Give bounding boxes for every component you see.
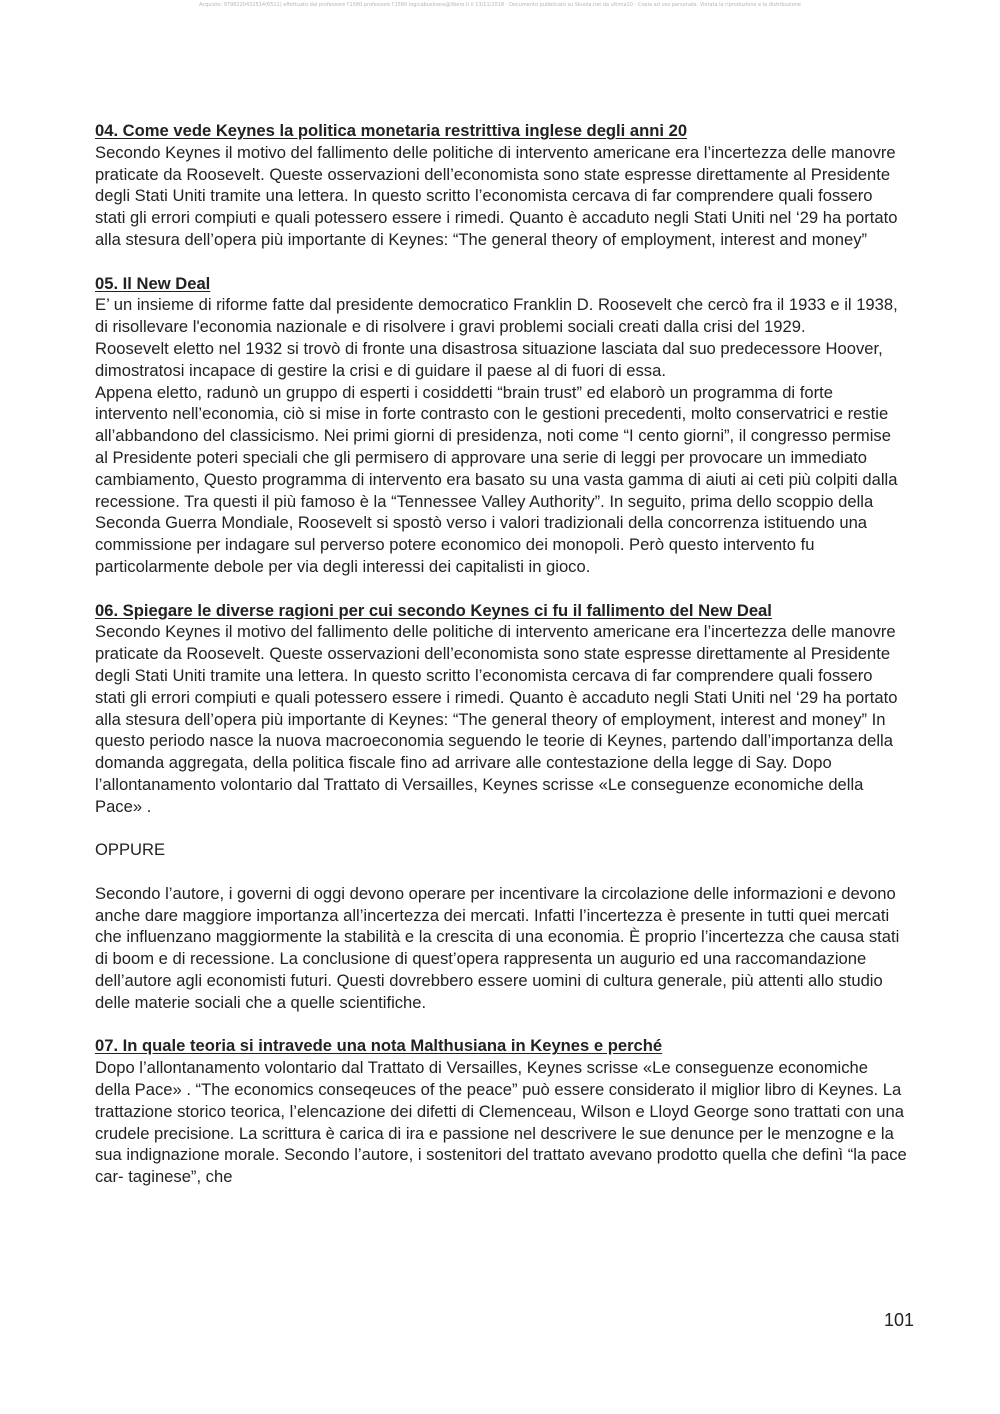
section-paragraph: Secondo Keynes il motivo del fallimento delle politiche di intervento americane era l’incertezza delle manovre praticate da Roosevelt. Queste osservazioni dell’economista sono state espresse direttamente al Presidente degli Stati Uniti tramite una lettera. In questo scritto l’economista cercava di far comprendere quali fossero stati gli errori compiuti e quali potessero essere i rimedi. Quanto è accaduto negli Stati Uniti nel ‘29 ha portato alla stesura dell’opera più importante di Keynes: “The general theory of employment, interest and money” [95, 142, 898, 249]
blank-line [95, 861, 907, 883]
oppure-label: OPPURE [95, 840, 166, 860]
section-paragraph: Dopo l’allontanamento volontario dal Trattato di Versailles, Keynes scrisse «Le conseguenze economiche della Pace» . “The economics conseqeuces of the peace” può essere considerato il miglior libro di Keynes. La trattazione storico teorica, l’elencazione dei difetti di Clemenceau, Wilson e Lloyd George sono trattati con una crudele precisione. La scrittura è carica di ira e passione nel descrivere le sue denunce per le menzogne e la sua indignazione morale. Secondo l’autore, i sostenitori del trattato avevano prodotto quella che definì “la pace car- taginese”, che [95, 1058, 907, 1187]
section-paragraph: E’ un insieme di riforme fatte dal presidente democratico Franklin D. Roosevelt che cercò fra il 1933 e il 1938, di risollevare l'economia nazionale e di risolvere i gravi problemi sociali creati dalla crisi del 1929. [95, 295, 898, 337]
section-heading: 07. In quale teoria si intravede una nota Malthusiana in Keynes e perché [95, 1036, 663, 1056]
section-paragraph: Appena eletto, radunò un gruppo di esperti i cosiddetti “brain trust” ed elaborò un programma di forte intervento nell’economia, ciò si mise in forte contrasto con le gestioni precedenti, molto conservatrici e restie all’abbandono del classicismo. Nei primi giorni di presidenza, noti come “I cento giorni”, il congresso permise al Presidente poteri speciali che gli permisero di approvare una serie di leggi per provocare un immediato cambiamento, Questo programma di intervento era basato su una vasta gamma di aiuti ai ceti più colpiti dalla recessione. Tra questi il più famoso è la “Tennessee Valley Authority”. In seguito, prima dello scoppio della Seconda Guerra Mondiale, Roosevelt si spostò verso i valori tradizionali della concorrenza istituendo una commissione per indagare sul perverso potere economico dei monopoli. Però questo intervento fu particolarmente debole per via degli interessi dei capitalisti in gioco. [95, 382, 898, 576]
watermark-text: Acquisto: 9798220432514(6511) effettuato dal professore l'1580 professore l'1580 logicabusiness@libero.it il 13/11/2018 - Documento pubblicato su Skuola.net da ultima10 - Copia ad uso personale. Vietata la riproduzione e la distribuzione [199, 2, 801, 8]
section-04 [95, 120, 907, 251]
section-paragraph: Secondo l’autore, i governi di oggi devono operare per incentivare la circolazione delle informazioni e devono anche dare maggiore importanza all’incertezza dei mercati. Infatti l’incertezza è presente in tutti quei mercati che influenzano maggiormente la stabilità e la crescita di una economia. È proprio l’incertezza che causa stati di boom e di recessione. La conclusione di quest’opera rappresenta un augurio ed una raccomandazione dell’autore agli economisti futuri. Questi dovrebbero essere uomini di cultura generale, più attenti allo studio delle materie sociali che a quelle scientifiche. [95, 883, 900, 1012]
blank-line [95, 818, 907, 840]
section-heading: 05. Il New Deal [95, 273, 211, 293]
section-07 [95, 1035, 907, 1188]
section-paragraph: Roosevelt eletto nel 1932 si trovò di fronte una disastrosa situazione lasciata dal suo predecessore Hoover, dimostratosi incapace di gestire la crisi e di guidare il paese al di fuori di essa. [95, 338, 883, 380]
section-heading: 06. Spiegare le diverse ragioni per cui secondo Keynes ci fu il fallimento del New Deal [95, 600, 772, 620]
page-body [95, 120, 907, 1210]
section-05 [95, 273, 907, 578]
section-06 [95, 600, 907, 1014]
section-paragraph: Secondo Keynes il motivo del fallimento delle politiche di intervento americane era l’incertezza delle manovre praticate da Roosevelt. Queste osservazioni dell’economista sono state espresse direttamente al Presidente degli Stati Uniti tramite una lettera. In questo scritto l’economista cercava di far comprendere quali fossero stati gli errori compiuti e quali potessero essere i rimedi. Quanto è accaduto negli Stati Uniti nel ‘29 ha portato alla stesura dell’opera più importante di Keynes: “The general theory of employment, interest and money” In questo periodo nasce la nuova macroeconomia seguendo le teorie di Keynes, partendo dall’importanza della domanda aggregata, della politica fiscale fino ad arrivare alle contestazione della legge di Say. Dopo l’allontanamento volontario dal Trattato di Versailles, Keynes scrisse «Le conseguenze economiche della Pace» . [95, 622, 898, 816]
page-number: 101 [883, 1310, 914, 1330]
section-heading: 04. Come vede Keynes la politica monetaria restrittiva inglese degli anni 20 [95, 121, 688, 140]
